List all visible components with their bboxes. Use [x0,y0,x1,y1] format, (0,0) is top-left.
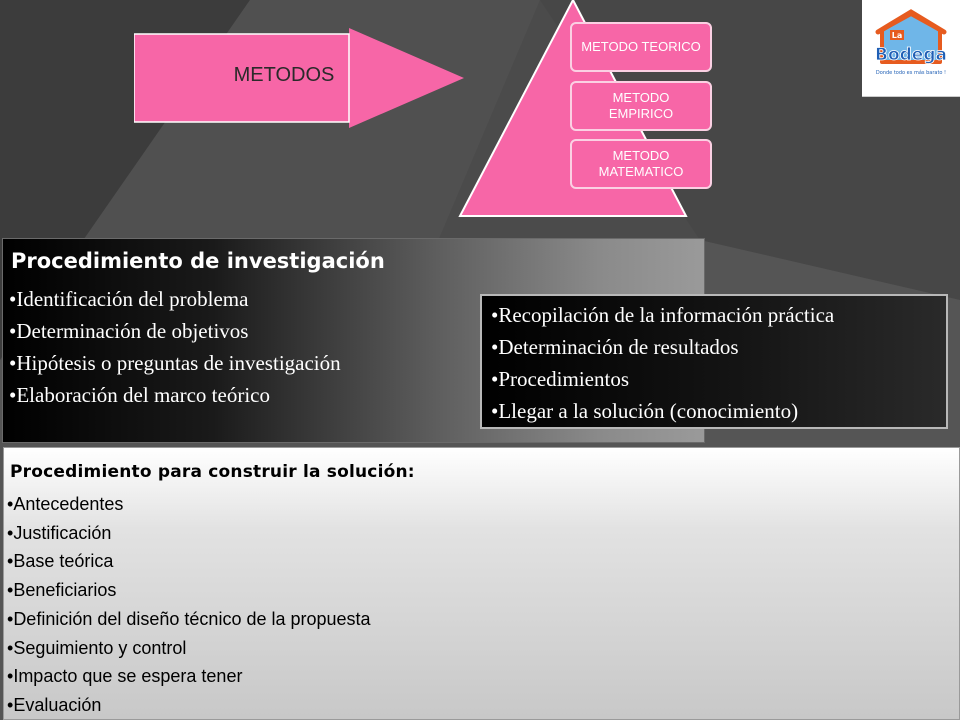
list-item: • Determinación de objetivos [9,315,341,347]
metodos-arrow [134,28,464,128]
list-item: • Seguimiento y control [7,634,371,663]
svg-text:La: La [891,31,903,40]
method-box-empirico: METODO EMPIRICO [570,81,712,131]
svg-text:Bodega: Bodega [875,45,947,65]
list-item: • Hipótesis o preguntas de investigación [9,347,341,379]
list-item: • Procedimientos [491,363,834,395]
method-box-matematico: METODO MATEMATICO [570,139,712,189]
list-item: • Llegar a la solución (conocimiento) [491,395,834,427]
investigacion-title: Procedimiento de investigación [11,249,385,273]
la-bodega-logo [862,0,960,97]
list-item: • Base teórica [7,547,371,576]
solucion-panel [3,447,960,720]
list-item: • Elaboración del marco teórico [9,379,341,411]
metodos-label: METODOS [233,64,335,86]
list-item: • Justificación [7,519,371,548]
investigacion-list [9,283,341,411]
logo-image [862,0,960,97]
list-item: • Determinación de resultados [491,331,834,363]
list-item: • Beneficiarios [7,576,371,605]
practica-panel [480,294,948,429]
list-item: • Impacto que se espera tener [7,662,371,691]
practica-list [491,299,834,427]
list-item: • Definición del diseño técnico de la propuesta [7,605,371,634]
list-item: • Identificación del problema [9,283,341,315]
list-item: • Evaluación [7,691,371,720]
svg-text:Donde todo es más barato !: Donde todo es más barato ! [875,70,947,76]
method-box-teorico: METODO TEORICO [570,22,712,72]
solucion-list [7,490,371,720]
solucion-title: Procedimiento para construir la solución: [10,462,415,482]
list-item: • Recopilación de la información práctica [491,299,834,331]
list-item: • Antecedentes [7,490,371,519]
